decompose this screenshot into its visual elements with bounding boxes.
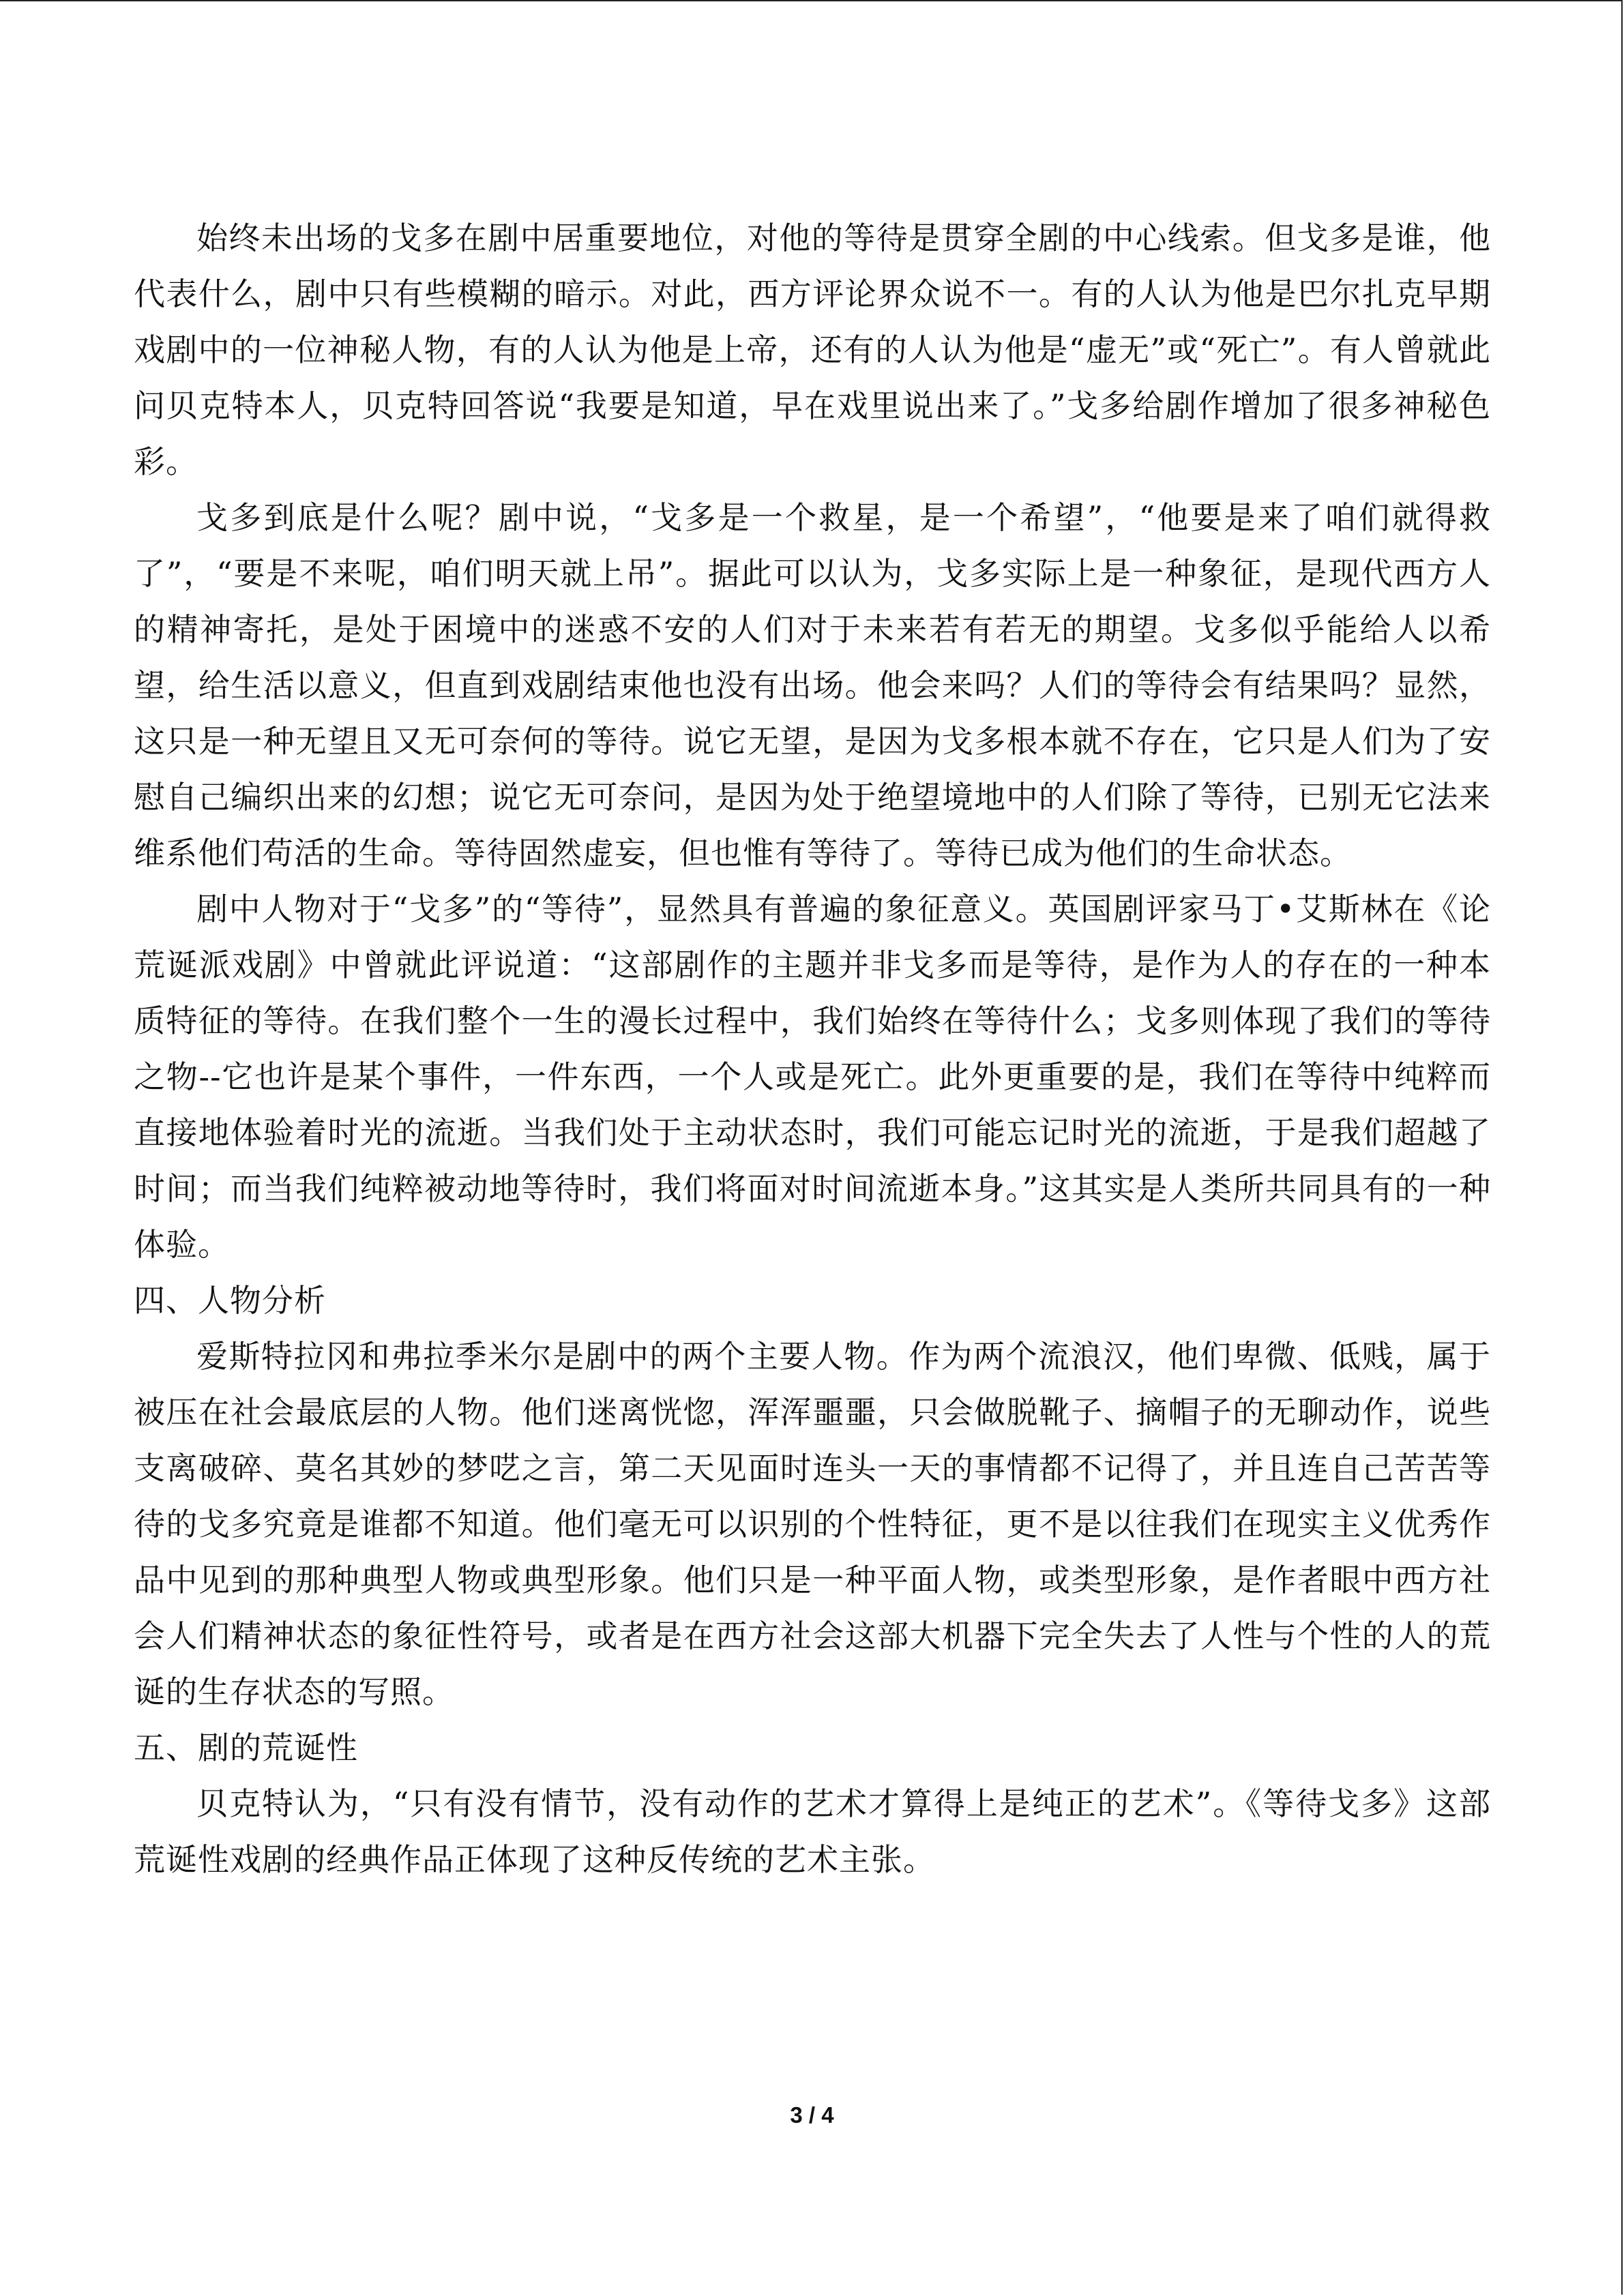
page-number: 3 / 4 (790, 2102, 834, 2128)
paragraph-character-analysis: 爱斯特拉冈和弗拉季米尔是剧中的两个主要人物。作为两个流浪汉，他们卑微、低贱，属于被压在社会最底层的人物。他们迷离恍惚，浑浑噩噩，只会做脱靴子、摘帽子的无聊动作，说些支离破碎、莫名其妙的梦呓之言，第二天见面时连头一天的事情都不记得了，并且连自己苦苦等待的戈多究竟是谁都不知道。他们毫无可以识别的个性特征，更不是以往我们在现实主义优秀作品中见到的那种典型人物或典型形象。他们只是一种平面人物，或类型形象，是作者眼中西方社会人们精神状态的象征性符号，或者是在西方社会这部大机器下完全失去了人性与个性的人的荒诞的生存状态的写照。 (134, 1338, 1491, 1710)
document-body (134, 210, 1491, 1888)
paragraph-waiting-symbolism: 剧中人物对于“戈多”的“等待”，显然具有普遍的象征意义。英国剧评家马丁•艾斯林在《论荒诞派戏剧》中曾就此评说道：“这部剧作的主题并非戈多而是等待，是作为人的存在的一种本质特征的等待。在我们整个一生的漫长过程中，我们始终在等待什么；戈多则体现了我们的等待之物--它也许是某个事件，一件东西，一个人或是死亡。此外更重要的是，我们在等待中纯粹而直接地体验着时光的流逝。当我们处于主动状态时，我们可能忘记时光的流逝，于是我们超越了时间；而当我们纯粹被动地等待时，我们将面对时间流逝本身。”这其实是人类所共同具有的一种体验。 (134, 891, 1491, 1263)
section-heading-absurdity: 五、剧的荒诞性 (134, 1729, 358, 1766)
paragraph-absurdity: 贝克特认为，“只有没有情节，没有动作的艺术才算得上是纯正的艺术”。《等待戈多》这部荒诞性戏剧的经典作品正体现了这种反传统的艺术主张。 (134, 1785, 1491, 1878)
section-heading-character-analysis: 四、人物分析 (134, 1282, 326, 1319)
paragraph-godot-meaning: 戈多到底是什么呢？剧中说，“戈多是一个救星，是一个希望”，“他要是来了咱们就得救了”，“要是不来呢，咱们明天就上吊”。据此可以认为，戈多实际上是一种象征，是现代西方人的精神寄托，是处于困境中的迷惑不安的人们对于未来若有若无的期望。戈多似乎能给人以希望，给生活以意义，但直到戏剧结束他也没有出场。他会来吗？人们的等待会有结果吗？显然，这只是一种无望且又无可奈何的等待。说它无望，是因为戈多根本就不存在，它只是人们为了安慰自己编织出来的幻想；说它无可奈问，是因为处于绝望境地中的人们除了等待，已别无它法来维系他们苟活的生命。等待固然虚妄，但也惟有等待了。等待已成为他们的生命状态。 (134, 499, 1491, 871)
paragraph-godot-identity: 始终未出场的戈多在剧中居重要地位，对他的等待是贯穿全剧的中心线索。但戈多是谁，他代表什么，剧中只有些模糊的暗示。对此，西方评论界众说不一。有的人认为他是巴尔扎克早期戏剧中的一位神秘人物，有的人认为他是上帝，还有的人认为他是“虚无”或“死亡”。有人曾就此问贝克特本人，贝克特回答说“我要是知道，早在戏里说出来了。”戈多给剧作增加了很多神秘色彩。 (134, 220, 1491, 480)
